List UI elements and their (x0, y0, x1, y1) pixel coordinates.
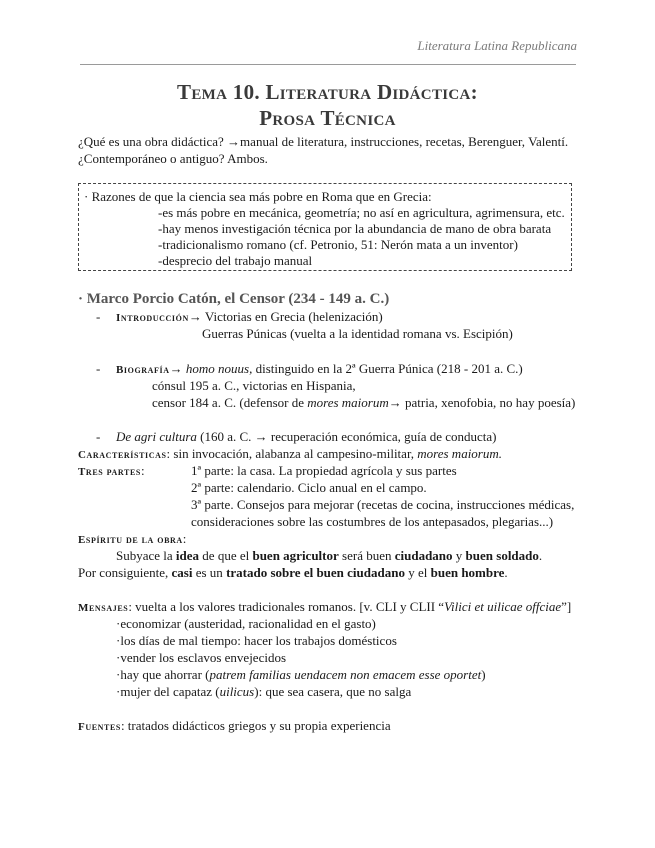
bio-arrow: → (169, 361, 186, 376)
spirit-text: y (452, 548, 466, 563)
spirit-bold: casi (171, 565, 193, 580)
characteristics-text: : sin invocación, alabanza al campesino-militar, (166, 446, 418, 461)
intro-line-2: Guerras Púnicas (vuelta a la identidad romana vs. Escipión) (202, 326, 513, 341)
intro-label: Introducción (116, 312, 189, 324)
spirit-text: es un (192, 565, 227, 580)
part-item: 3ª parte. Consejos para mejorar (recetas de cocina, instrucciones médicas, (191, 497, 575, 512)
spirit-label: Espíritu de la obra (78, 534, 183, 546)
sources-label: Fuentes (78, 721, 121, 733)
header-rule (80, 64, 576, 65)
spirit-bold: ciudadano (394, 548, 453, 563)
reasons-heading: · Razones de que la ciencia sea más pobre en Roma que en Grecia: (84, 189, 432, 204)
spirit (78, 531, 186, 548)
spirit-text: . (504, 565, 508, 580)
message-item-save (116, 667, 486, 683)
agri-rest: (160 a. C. → recuperación económica, guía de conducta) (196, 429, 497, 444)
intro-entry (116, 309, 383, 326)
spirit-text: Subyace la (116, 548, 176, 563)
messages-label: Mensajes (78, 602, 129, 614)
message-item-wife (116, 684, 411, 700)
running-header: Literatura Latina Republicana (417, 38, 577, 53)
sources (78, 718, 391, 735)
bio-line-3 (152, 395, 575, 411)
bio-mores-maiorum: mores maiorum (307, 395, 389, 410)
reason-item: -desprecio del trabajo manual (158, 253, 313, 268)
message-text: ·hay que ahorrar ( (116, 667, 210, 682)
spirit-line-1 (116, 548, 542, 564)
message-item: ·los días de mal tiempo: hacer los trabajos domésticos (116, 633, 397, 648)
messages (78, 599, 571, 616)
reason-item: -tradicionalismo romano (cf. Petronio, 51: Nerón mata a un inventor) (158, 237, 518, 252)
list-dash: - (96, 429, 101, 444)
spirit-bold: tratado sobre el buen ciudadano (226, 565, 405, 580)
reason-item: -es más pobre en mecánica, geometría; no así en agricultura, agrimensura, etc. (158, 205, 565, 220)
agri-title: De agri cultura (116, 429, 197, 444)
messages-text: : vuelta a los valores tradicionales romanos. [v. CLI y CLII “ (128, 599, 445, 614)
list-dash: - (96, 309, 101, 324)
three-parts-colon: : (140, 463, 145, 478)
spirit-text: Por consiguiente, (78, 565, 172, 580)
messages-italic: Vilici et uilicae offciae (444, 599, 562, 614)
characteristics (78, 446, 502, 463)
bio-entry (116, 361, 523, 378)
bio-rest: distinguido en la 2ª Guerra Púnica (218 - 201 a. C.) (252, 361, 523, 376)
spirit-colon: : (182, 531, 187, 546)
bio-label: Biografía (116, 364, 170, 376)
bio-homo-nouus: homo nouus, (185, 361, 253, 376)
page-subtitle: Prosa Técnica (259, 106, 396, 130)
message-item: ·economizar (austeridad, racionalidad en el gasto) (116, 616, 376, 631)
message-item: ·vender los esclavos envejecidos (116, 650, 287, 665)
spirit-text: y el (404, 565, 431, 580)
reason-item: -hay menos investigación técnica por la abundancia de mano de obra barata (158, 221, 552, 236)
characteristics-italic: mores maiorum. (417, 446, 503, 461)
spirit-line-2 (78, 565, 508, 581)
spirit-text: de que el (199, 548, 253, 563)
intro-question-1: ¿Qué es una obra didáctica? →manual de literatura, instrucciones, recetas, Berenguer, Valentí. (78, 134, 569, 149)
list-dash: - (96, 361, 101, 376)
sources-text: : tratados didácticos griegos y su propia experiencia (120, 718, 391, 733)
spirit-bold: idea (175, 548, 200, 563)
intro-arrow-text: → Victorias en Grecia (helenización) (188, 309, 383, 324)
section-heading: · Marco Porcio Catón, el Censor (234 - 149 a. C.) (78, 291, 390, 307)
page-title: Tema 10. Literatura Didáctica: (177, 80, 478, 104)
intro-question-2: ¿Contemporáneo o antiguo? Ambos. (78, 151, 268, 166)
message-italic: uilicus (219, 684, 255, 699)
message-text: ): que sea casera, que no salga (254, 684, 412, 699)
spirit-bold: buen soldado (465, 548, 539, 563)
spirit-text: será buen (338, 548, 395, 563)
three-parts-label: Tres partes (78, 466, 141, 478)
three-parts (78, 463, 145, 480)
bio-line-3a: censor 184 a. C. (defensor de (152, 395, 308, 410)
spirit-text: . (538, 548, 543, 563)
message-italic: patrem familias uendacem non emacem esse oportet (209, 667, 482, 682)
part-item: 2ª parte: calendario. Ciclo anual en el campo. (191, 480, 427, 495)
bio-line-3c: → patria, xenofobia, no hay poesía) (388, 395, 576, 410)
spirit-bold: buen hombre (430, 565, 505, 580)
characteristics-label: Características (78, 449, 167, 461)
message-text: ·mujer del capataz ( (116, 684, 220, 699)
messages-end: ”] (561, 599, 572, 614)
part-item: 1ª parte: la casa. La propiedad agrícola y sus partes (191, 463, 457, 478)
part-item: consideraciones sobre las costumbres de los antepasados, plegarias...) (191, 514, 554, 529)
bio-line-2: cónsul 195 a. C., victorias en Hispania, (152, 378, 356, 393)
spirit-bold: buen agricultor (252, 548, 339, 563)
agri-entry (116, 429, 497, 445)
message-text: ) (481, 667, 486, 682)
